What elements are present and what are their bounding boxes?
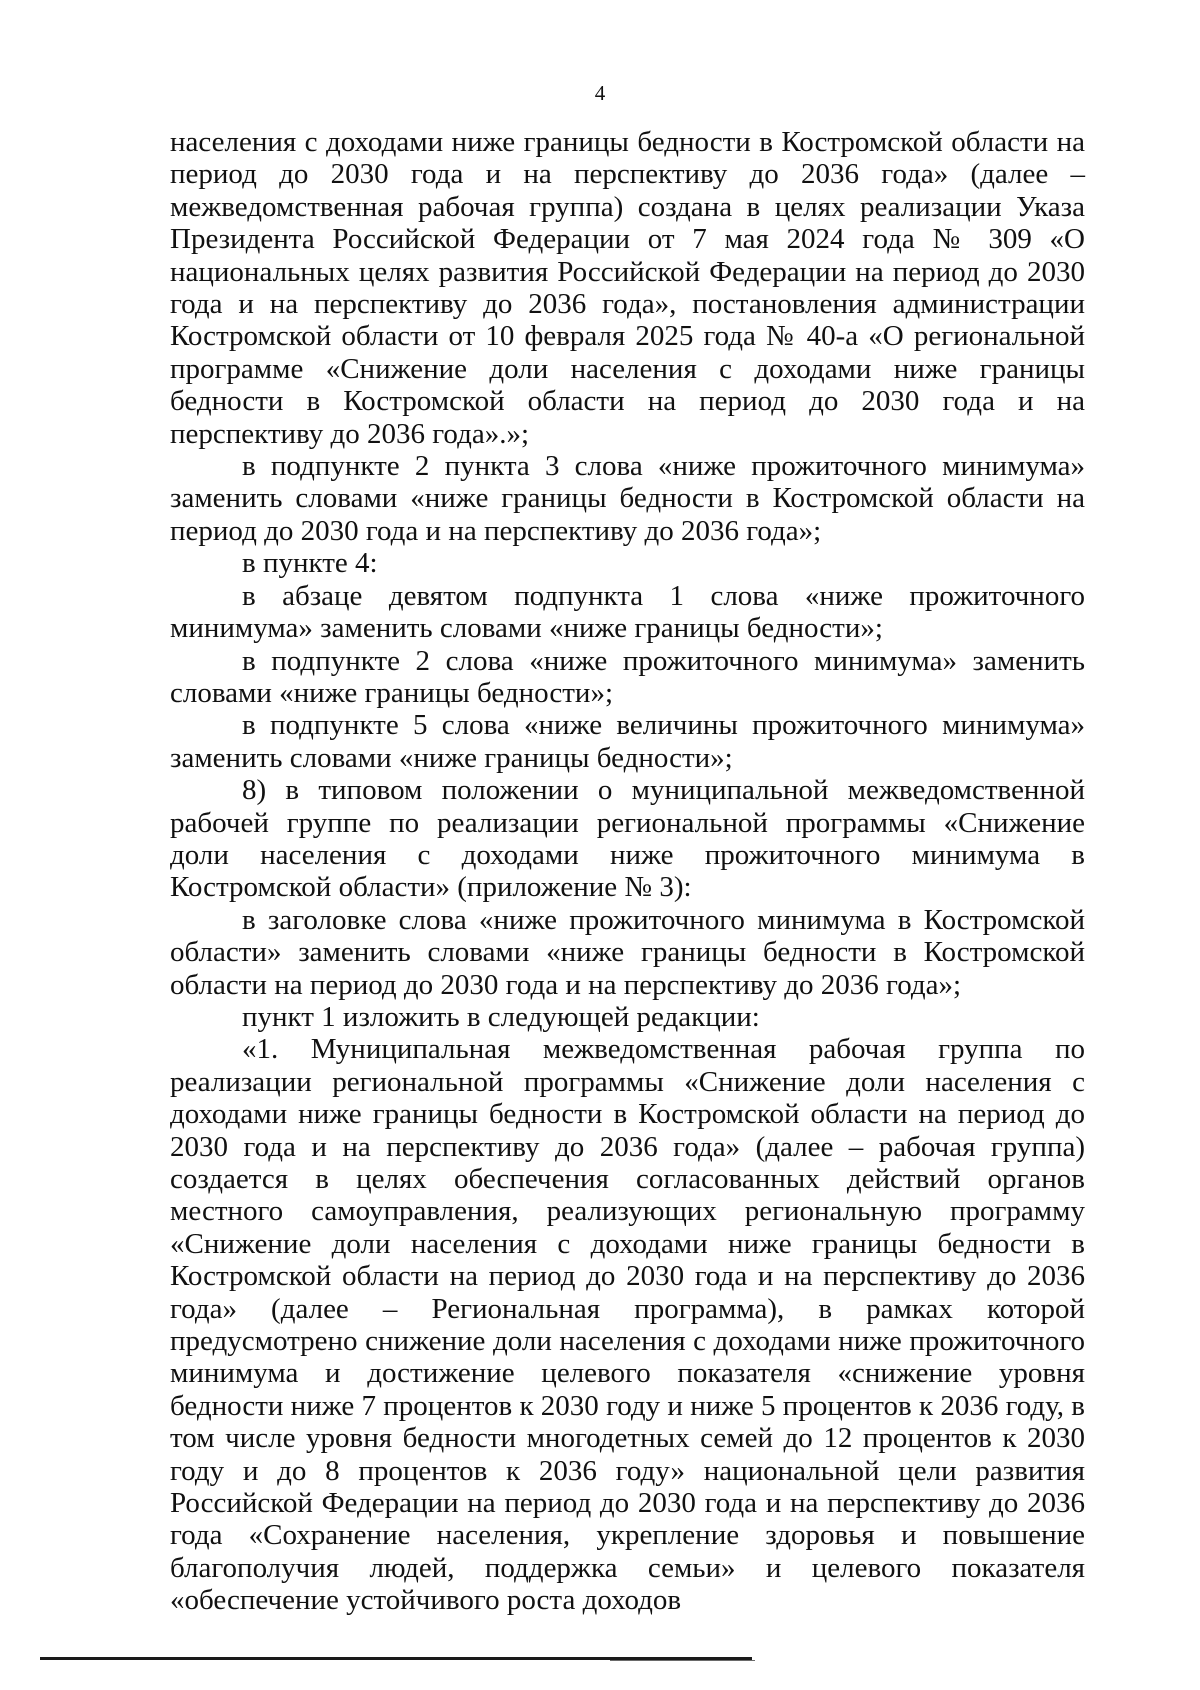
- paragraph: в подпункте 2 слова «ниже прожиточного минимума» заменить словами «ниже границы бедности»;: [170, 644, 1085, 709]
- paragraph: 8) в типовом положении о муниципальной межведомственной рабочей группе по реализации региональной программы «Снижение доли населения с доходами ниже прожиточного минимума в Костромской области» (приложение № 3):: [170, 774, 1085, 904]
- paragraph: в подпункте 2 пункта 3 слова «ниже прожиточного минимума» заменить словами «ниже границы бедности в Костромской области на период до 2030 года и на перспективу до 2036 года»;: [170, 450, 1085, 547]
- paragraph: пункт 1 изложить в следующей редакции:: [242, 1000, 760, 1033]
- page-number: 4: [594, 81, 606, 105]
- paragraph: «1. Муниципальная межведомственная рабочая группа по реализации региональной программы «Снижение доли населения с доходами ниже границы бедности в Костромской области на период до 2030 года и на перспективу до 2036 года» (далее – рабочая группа) создается в целях обеспечения согласованных действий органов местного самоуправления, реализующих региональную программу «Снижение доли населения с доходами ниже границы бедности в Костромской области на период до 2030 года и на перспективу до 2036 года» (далее – Региональная программа), в рамках которой предусмотрено снижение доли населения с доходами ниже прожиточного минимума и достижение целевого показателя «снижение уровня бедности ниже 7 процентов к 2030 году и ниже 5 процентов к 2036 году, в том числе уровня бедности многодетных семей до 12 процентов к 2030 году и до 8 процентов к 2036 году» национальной цели развития Российской Федерации на период до 2030 года и на перспективу до 2036 года «Сохранение населения, укрепление здоровья и повышение благополучия людей, поддержка семьи» и целевого показателя «обеспечение устойчивого роста доходов: [170, 1033, 1085, 1617]
- paragraph: в подпункте 5 слова «ниже величины прожиточного минимума» заменить словами «ниже границы бедности»;: [170, 709, 1085, 774]
- paragraph: в заголовке слова «ниже прожиточного минимума в Костромской области» заменить словами «ниже границы бедности в Костромской области на период до 2030 года и на перспективу до 2036 года»;: [170, 903, 1085, 1001]
- bottom-rule-thin: [610, 1660, 755, 1661]
- paragraph: в абзаце девятом подпункта 1 слова «ниже прожиточного минимума» заменить словами «ниже границы бедности»;: [170, 579, 1085, 645]
- document-body: [170, 126, 1085, 1617]
- paragraph-continuation: населения с доходами ниже границы бедности в Костромской области на период до 2030 года и на перспективу до 2036 года» (далее – межведомственная рабочая группа) создана в целях реализации Указа Президента Российской Федерации от 7 мая 2024 года № 309 «О национальных целях развития Российской Федерации на период до 2030 года и на перспективу до 2036 года», постановления администрации Костромской области от 10 февраля 2025 года № 40-а «О региональной программе «Снижение доли населения с доходами ниже границы бедности в Костромской области на период до 2030 года и на перспективу до 2036 года».»;: [170, 126, 1085, 450]
- paragraph: в пункте 4:: [242, 547, 378, 580]
